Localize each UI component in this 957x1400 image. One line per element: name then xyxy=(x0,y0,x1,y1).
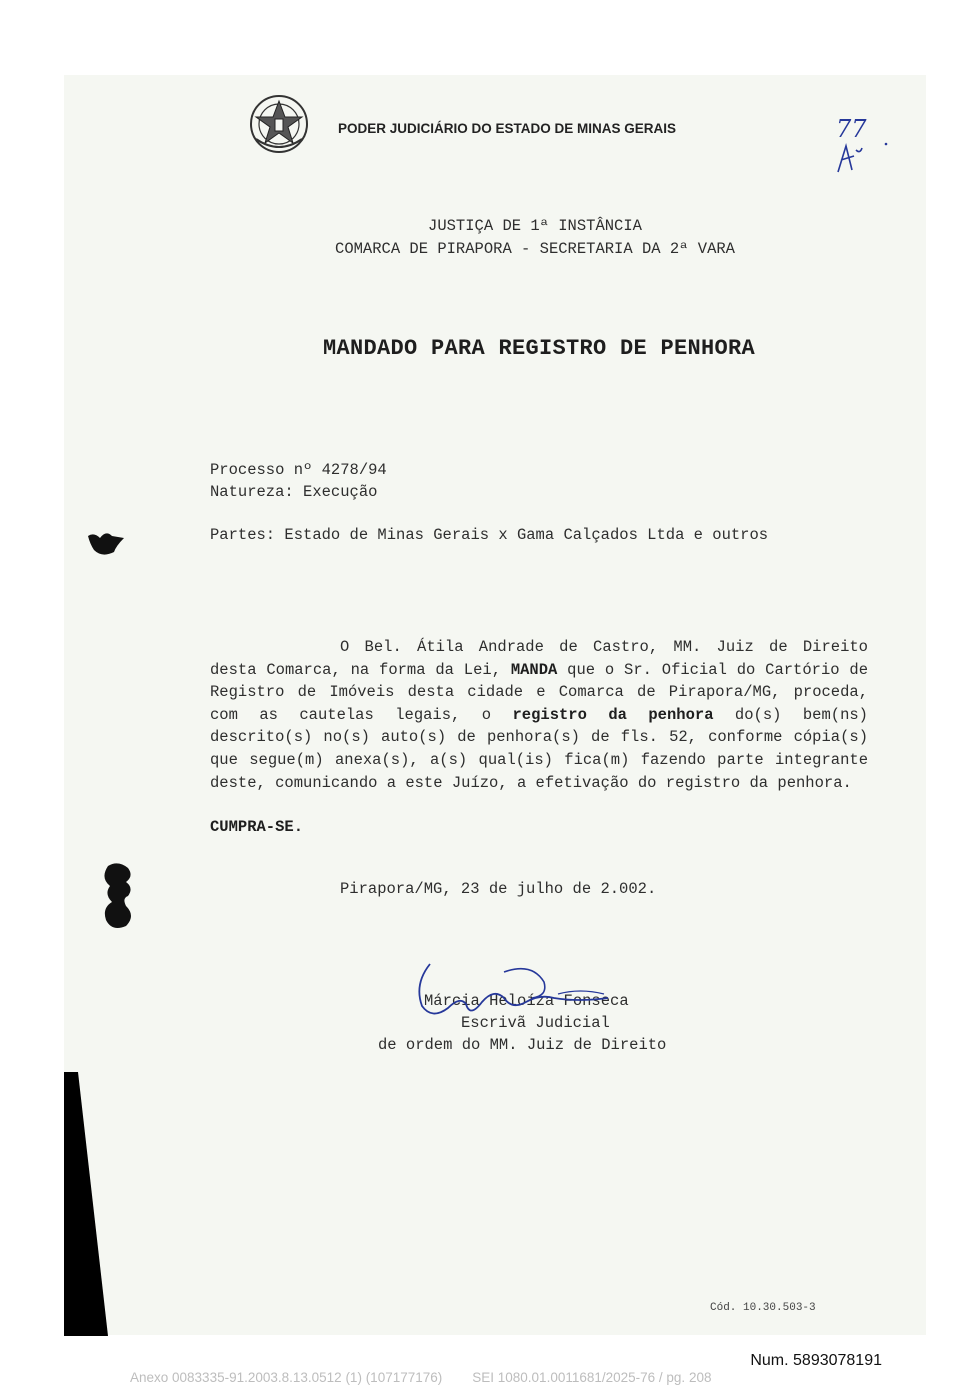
punch-hole-blot-bottom xyxy=(98,862,138,930)
place-date: Pirapora/MG, 23 de julho de 2.002. xyxy=(340,880,657,898)
closing-order: CUMPRA-SE. xyxy=(210,818,304,836)
handwritten-initial-icon xyxy=(832,140,892,176)
institution-header: PODER JUDICIÁRIO DO ESTADO DE MINAS GERAIS xyxy=(338,121,677,136)
scan-edge-shadow xyxy=(64,1072,110,1338)
punch-hole-blot-top xyxy=(86,528,126,558)
coat-of-arms-emblem xyxy=(248,93,310,155)
body-text-3: do(s) bem(ns) descrito(s) no(s) auto(s) de penhora(s) de fls. 52, conforme cópia(s) que segue(m) anexa(s), a(s) qual(is) fica(m) fazendo parte integrante deste, comunicando a este Juízo, a efetivação do registro da penhora. xyxy=(210,705,868,792)
process-parties: Partes: Estado de Minas Gerais x Gama Calçados Ltda e outros xyxy=(210,526,769,544)
document-title: MANDADO PARA REGISTRO DE PENHORA xyxy=(322,336,756,361)
body-text-1: O Bel. Átila Andrade de Castro, MM. Juiz de Direito desta Comarca, na forma da Lei, xyxy=(210,638,868,679)
annex-footer: Anexo 0083335-91.2003.8.13.0512 (1) (107177176) SEI 1080.01.0011681/2025-76 / pg. 208 xyxy=(130,1370,712,1385)
court-line-2: COMARCA DE PIRAPORA - SECRETARIA DA 2ª VARA xyxy=(335,240,735,258)
signatory-name: Márcia Heloíza Fonseca xyxy=(424,992,629,1010)
form-code: Cód. 10.30.503-3 xyxy=(710,1302,816,1314)
document-number: Num. 5893078191 xyxy=(750,1352,882,1369)
handwritten-page-number: 77 xyxy=(836,115,867,143)
mandate-body xyxy=(210,636,868,794)
court-line-1: JUSTIÇA DE 1ª INSTÂNCIA xyxy=(428,217,642,235)
signatory-order: de ordem do MM. Juiz de Direito xyxy=(378,1036,667,1054)
process-number: Processo nº 4278/94 xyxy=(210,461,387,479)
signatory-role: Escrivã Judicial xyxy=(461,1014,610,1032)
manda-keyword: MANDA xyxy=(510,660,558,679)
registro-keyword: registro da penhora xyxy=(512,705,714,724)
body-text-2: que o Sr. Oficial do Cartório de Registro de Imóveis desta cidade e Comarca de Pirapora/MG, proceda, com as cautelas legais, o xyxy=(210,660,868,724)
process-nature: Natureza: Execução xyxy=(210,483,378,501)
